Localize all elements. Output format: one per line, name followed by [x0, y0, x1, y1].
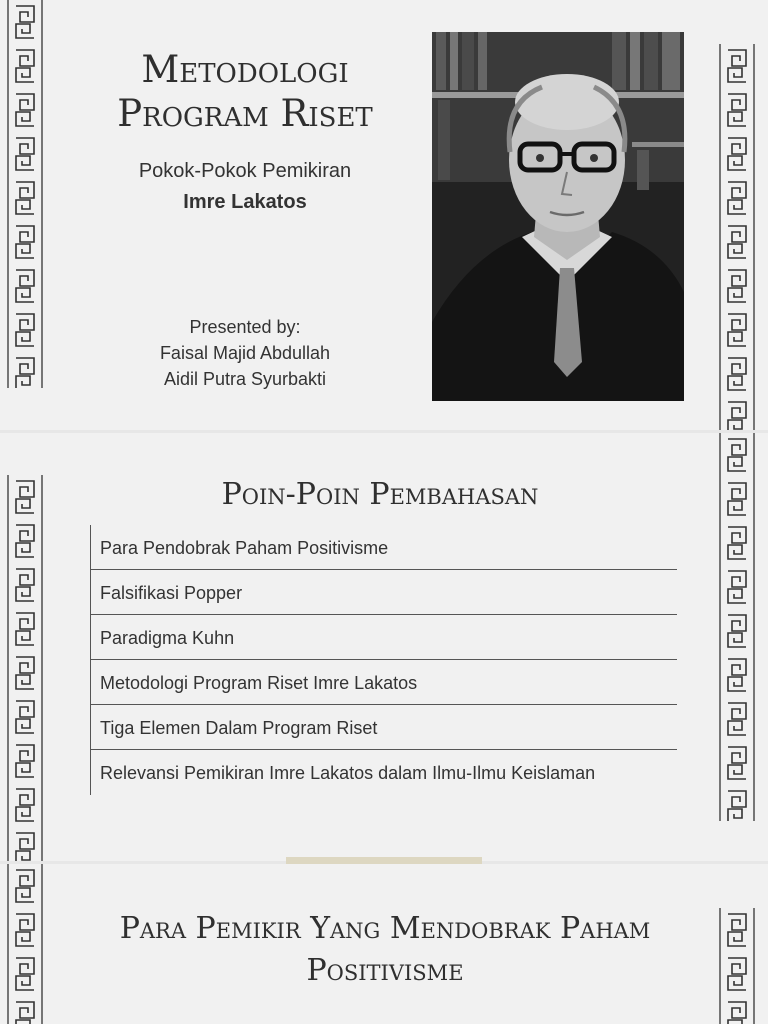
presenter-name: Faisal Majid Abdullah — [159, 343, 331, 363]
agenda-title: Poin-Poin Pembahasan — [221, 477, 539, 512]
agenda-item: Paradigma Kuhn — [91, 615, 677, 660]
presenter-name: Aidil Putra Syurbakti — [163, 369, 327, 389]
greek-key-border-right — [718, 433, 756, 821]
agenda-item: Metodologi Program Riset Imre Lakatos — [91, 660, 677, 705]
agenda-slide — [0, 433, 768, 861]
section-slide — [0, 864, 768, 1024]
agenda-item: Falsifikasi Popper — [91, 570, 677, 615]
presentation-title: Metodologi Program Riset — [117, 48, 373, 135]
agenda-item: Para Pendobrak Paham Positivisme — [91, 525, 677, 570]
portrait-photo — [432, 32, 684, 401]
greek-key-border-right — [718, 44, 756, 430]
presentation-subtitle: Pokok-Pokok Pemikiran — [138, 160, 352, 182]
title-slide — [0, 0, 768, 430]
agenda-list — [90, 525, 677, 795]
agenda-item: Tiga Elemen Dalam Program Riset — [91, 705, 677, 750]
agenda-item: Relevansi Pemikiran Imre Lakatos dalam Ilmu-Ilmu Keislaman — [100, 763, 596, 783]
presented-by-label: Presented by: — [189, 317, 301, 337]
presenters — [60, 314, 430, 392]
greek-key-border-left — [6, 864, 44, 1024]
greek-key-border-left — [6, 475, 44, 861]
greek-key-border-right — [718, 908, 756, 1024]
greek-key-border-left — [6, 0, 44, 388]
subject-name: Imre Lakatos — [183, 191, 307, 213]
section-title: Para Pemikir Yang Mendobrak Paham Positivisme — [119, 911, 651, 988]
